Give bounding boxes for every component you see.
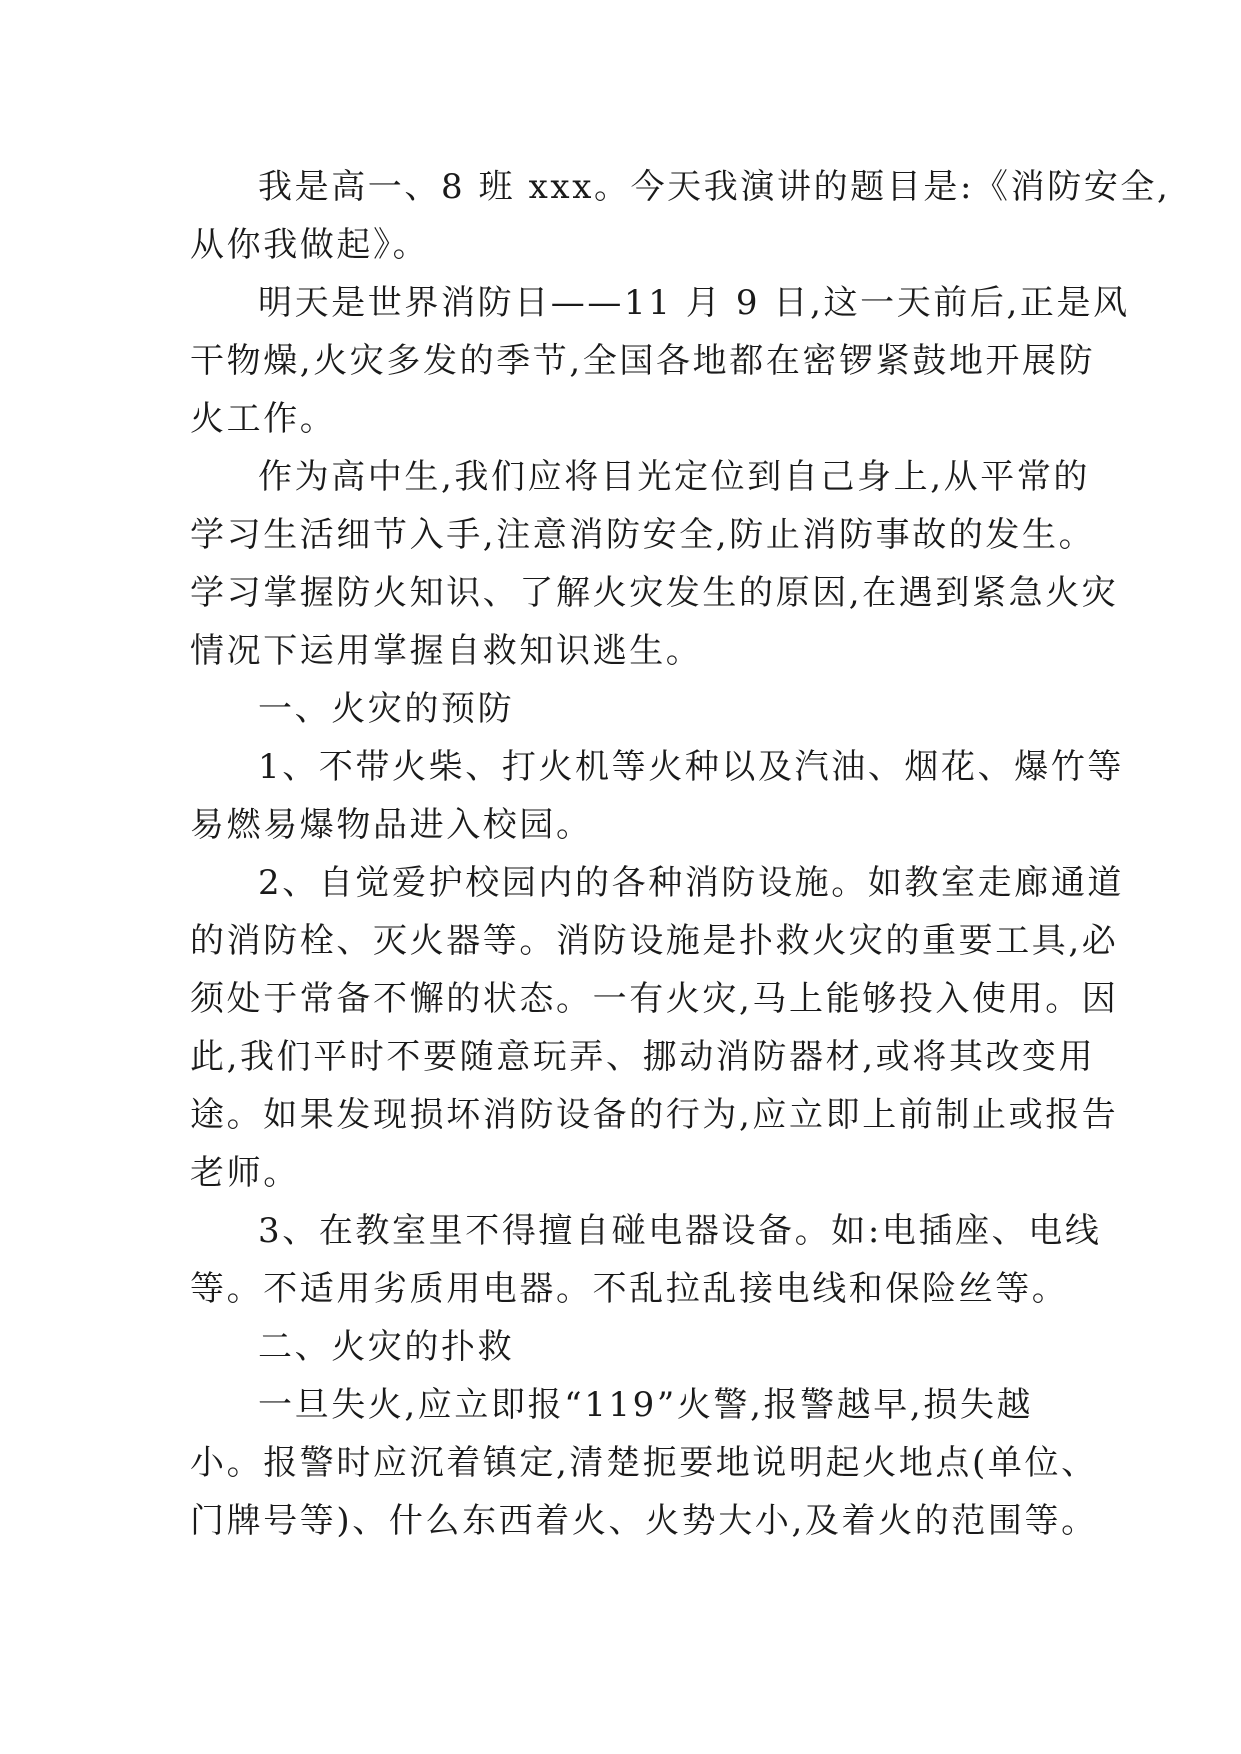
text-line: 等。不适用劣质用电器。不乱拉乱接电线和保险丝等。	[190, 1269, 1069, 1309]
text-line: 情况下运用掌握自救知识逃生。	[190, 631, 703, 671]
text-line: 途。如果发现损坏消防设备的行为,应立即上前制止或报告	[190, 1095, 1119, 1135]
text-line: 一旦失火,应立即报“119”火警,报警越早,损失越	[258, 1385, 1034, 1425]
text-line: 明天是世界消防日——11 月 9 日,这一天前后,正是风	[258, 283, 1130, 323]
text-line: 3、在教室里不得擅自碰电器设备。如:电插座、电线	[258, 1211, 1102, 1251]
text-line: 我是高一、8 班 xxx。今天我演讲的题目是:《消防安全,	[258, 167, 1171, 207]
section-heading: 一、火灾的预防	[258, 689, 515, 729]
text-line: 门牌号等)、什么东西着火、火势大小,及着火的范围等。	[190, 1501, 1098, 1541]
text-line: 学习掌握防火知识、了解火灾发生的原因,在遇到紧急火灾	[190, 573, 1119, 613]
text-line: 小。报警时应沉着镇定,清楚扼要地说明起火地点(单位、	[190, 1443, 1098, 1483]
text-line: 此,我们平时不要随意玩弄、挪动消防器材,或将其改变用	[190, 1037, 1096, 1077]
text-line: 易燃易爆物品进入校园。	[190, 805, 593, 845]
text-line: 1、不带火柴、打火机等火种以及汽油、烟花、爆竹等	[258, 747, 1125, 787]
text-line: 的消防栓、灭火器等。消防设施是扑救火灾的重要工具,必	[190, 921, 1119, 961]
text-line: 作为高中生,我们应将目光定位到自己身上,从平常的	[258, 457, 1091, 497]
text-line: 火工作。	[190, 399, 337, 439]
text-line: 须处于常备不懈的状态。一有火灾,马上能够投入使用。因	[190, 979, 1119, 1019]
text-line: 从你我做起》。	[190, 225, 430, 265]
section-heading: 二、火灾的扑救	[258, 1327, 515, 1367]
text-line: 干物燥,火灾多发的季节,全国各地都在密锣紧鼓地开展防	[190, 341, 1096, 381]
text-line: 学习生活细节入手,注意消防安全,防止消防事故的发生。	[190, 515, 1096, 555]
text-line: 老师。	[190, 1153, 300, 1193]
text-line: 2、自觉爱护校园内的各种消防设施。如教室走廊通道	[258, 863, 1125, 903]
